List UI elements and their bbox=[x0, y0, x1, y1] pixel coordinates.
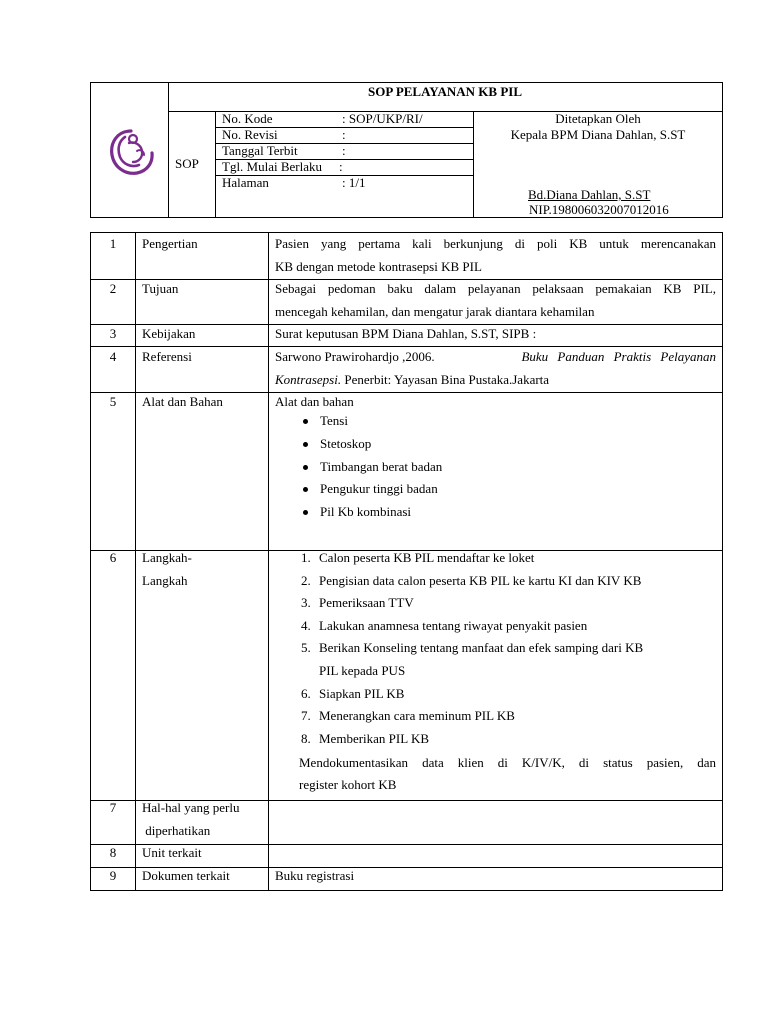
reference-author: Sarwono Prawirohardjo ,2006. bbox=[275, 349, 435, 364]
bullet-icon bbox=[303, 419, 308, 424]
bullet-icon bbox=[303, 465, 308, 470]
signatory-name: Bd.Diana Dahlan, S.ST bbox=[528, 187, 651, 202]
list-item: Pengukur tinggi badan bbox=[275, 478, 705, 501]
row-content-line: mencegah kehamilan, dan mengatur jarak diantara kehamilan bbox=[275, 303, 595, 319]
header-divider bbox=[168, 83, 169, 217]
equipment-list bbox=[275, 410, 705, 524]
reference-line bbox=[275, 369, 549, 392]
row-number: 4 bbox=[109, 349, 117, 364]
approval-line1: Ditetapkan Oleh bbox=[555, 111, 641, 126]
sop-header-table bbox=[90, 82, 723, 218]
list-item: Pil Kb kombinasi bbox=[275, 501, 705, 524]
list-item: 4. Lakukan anamnesa tentang riwayat penyakit pasien bbox=[301, 617, 588, 633]
row-label: Unit terkait bbox=[142, 845, 202, 860]
row-label: Langkah bbox=[142, 572, 188, 588]
bullet-icon bbox=[303, 442, 308, 447]
row-number: 7 bbox=[109, 800, 117, 815]
mother-child-logo-icon bbox=[107, 127, 155, 179]
row-content-line: Sebagai pedoman baku dalam pelayanan pelaksaan pemakaian KB PIL, bbox=[275, 281, 716, 296]
row-label: Kebijakan bbox=[142, 326, 196, 341]
procedure-closing: register kohort KB bbox=[299, 777, 397, 793]
reference-line bbox=[275, 346, 716, 369]
list-item: 1. Calon peserta KB PIL mendaftar ke loket bbox=[301, 550, 535, 565]
list-item: 3. Pemeriksaan TTV bbox=[301, 595, 414, 611]
row-number: 1 bbox=[109, 236, 117, 251]
field-label: Tgl. Mulai Berlaku bbox=[222, 159, 323, 174]
row-number: 6 bbox=[109, 550, 117, 565]
row-number: 2 bbox=[109, 281, 117, 296]
list-item: 7. Menerangkan cara meminum PIL KB bbox=[301, 708, 515, 724]
row-label: Langkah- bbox=[142, 550, 192, 565]
bullet-icon bbox=[303, 487, 308, 492]
reference-book-title: Kontrasepsi. bbox=[275, 371, 342, 387]
field-label: Tanggal Terbit bbox=[222, 143, 298, 158]
field-label: Halaman bbox=[222, 175, 269, 190]
list-item: 6. Siapkan PIL KB bbox=[301, 685, 405, 701]
sop-content-table bbox=[90, 232, 723, 891]
row-label: Referensi bbox=[142, 349, 192, 364]
field-value: : bbox=[339, 159, 343, 174]
procedure-steps bbox=[275, 547, 716, 750]
field-value: : bbox=[342, 127, 346, 142]
column-divider bbox=[268, 233, 269, 890]
equipment-intro: Alat dan bahan bbox=[275, 394, 354, 409]
list-item: 5. Berikan Konseling tentang manfaat dan efek samping dari KB PIL kepada PUS bbox=[301, 640, 644, 678]
list-item: 2. Pengisian data calon peserta KB PIL ke kartu KI dan KIV KB bbox=[301, 572, 642, 588]
row-label: Tujuan bbox=[142, 281, 179, 296]
list-item: Stetoskop bbox=[275, 433, 705, 456]
column-divider bbox=[135, 233, 136, 890]
row-content-line: KB dengan metode kontrasepsi KB PIL bbox=[275, 258, 482, 274]
procedure-closing: Mendokumentasikan data klien di K/IV/K, di status pasien, dan bbox=[299, 754, 716, 770]
reference-publisher: Penerbit: Yayasan Bina Pustaka.Jakarta bbox=[344, 371, 550, 387]
row-content-line: Surat keputusan BPM Diana Dahlan, S.ST, SIPB : bbox=[275, 326, 537, 341]
approval-line2: Kepala BPM Diana Dahlan, S.ST bbox=[510, 127, 686, 142]
row-number: 8 bbox=[109, 845, 117, 860]
reference-book-title: Buku Panduan Praktis Pelayanan bbox=[521, 349, 716, 364]
list-item: Timbangan berat badan bbox=[275, 456, 705, 479]
row-label: Dokumen terkait bbox=[142, 868, 230, 883]
field-label: No. Revisi bbox=[222, 127, 278, 142]
list-item: Tensi bbox=[275, 410, 705, 433]
bullet-icon bbox=[303, 510, 308, 515]
row-content-line: Buku registrasi bbox=[275, 868, 355, 883]
row-label: diperhatikan bbox=[142, 822, 211, 838]
row-number: 3 bbox=[109, 326, 117, 341]
signatory-nip: NIP.198006032007012016 bbox=[529, 202, 669, 217]
field-value: : 1/1 bbox=[342, 175, 366, 190]
list-item: 8. Memberikan PIL KB bbox=[301, 730, 429, 746]
row-content-line: Pasien yang pertama kali berkunjung di poli KB untuk merencanakan bbox=[275, 236, 716, 251]
row-number: 9 bbox=[109, 868, 117, 883]
field-value: : SOP/UKP/RI/ bbox=[342, 111, 423, 126]
row-label: Alat dan Bahan bbox=[142, 394, 223, 409]
field-value: : bbox=[342, 143, 346, 158]
row-label: Hal-hal yang perlu bbox=[142, 800, 240, 815]
row-label: Pengertian bbox=[142, 236, 198, 251]
sop-title: SOP PELAYANAN KB PIL bbox=[368, 84, 522, 99]
row-number: 5 bbox=[109, 394, 117, 409]
field-label: No. Kode bbox=[222, 111, 273, 126]
sop-label: SOP bbox=[175, 156, 199, 171]
